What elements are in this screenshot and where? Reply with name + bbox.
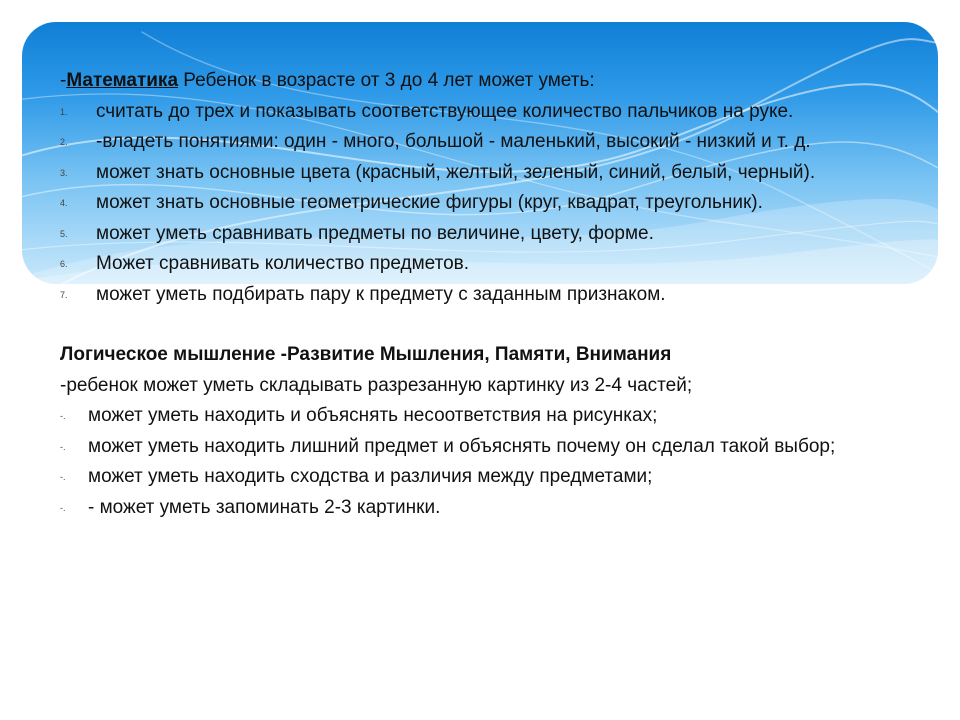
logic-heading: Логическое мышление -Развитие Мышления, Памяти, Внимания xyxy=(60,344,672,365)
list-item-text: может уметь сравнивать предметы по величине, цвету, форме. xyxy=(96,222,654,244)
list-marker: 2. xyxy=(60,137,68,147)
list-marker: 3. xyxy=(60,167,68,178)
math-intro: Ребенок в возрасте от 3 до 4 лет может уметь: xyxy=(178,70,595,91)
list-item-text: может уметь находить лишний предмет и объяснять почему он сделал такой выбор; xyxy=(88,435,836,457)
list-item-text: - может уметь запоминать 2-3 картинки. xyxy=(88,496,441,518)
list-marker: 6. xyxy=(60,259,68,269)
list-marker: 4. xyxy=(60,198,68,208)
list-item xyxy=(60,97,924,128)
list-item-text: -владеть понятиями: один - много, большой - маленький, высокий - низкий и т. д. xyxy=(96,131,811,152)
section-spacer xyxy=(60,310,924,340)
list-item-text: считать до трех и показывать соответствующее количество пальчиков на руке. xyxy=(96,100,794,122)
list-marker: 5. xyxy=(60,228,68,239)
math-skills-list xyxy=(60,97,924,311)
list-item xyxy=(60,127,924,158)
list-item xyxy=(60,401,924,432)
logic-skills-list xyxy=(60,401,924,523)
list-marker: -. xyxy=(60,411,66,421)
slide-text xyxy=(60,66,924,523)
logic-intro: -ребенок может уметь складывать разрезанную картинку из 2-4 частей; xyxy=(60,374,693,396)
list-item xyxy=(60,280,924,311)
list-marker: -. xyxy=(60,441,66,452)
math-title: Математика xyxy=(66,70,179,91)
math-dash: - xyxy=(60,70,67,91)
list-marker: -. xyxy=(60,472,66,482)
list-item-text: может знать основные цвета (красный, желтый, зеленый, синий, белый, черный). xyxy=(96,161,816,183)
list-item-text: может уметь находить сходства и различия между предметами; xyxy=(88,466,653,487)
list-item-text: Может сравнивать количество предметов. xyxy=(96,253,470,274)
list-item-text: может знать основные геометрические фигуры (круг, квадрат, треугольник). xyxy=(96,192,763,213)
list-marker: 7. xyxy=(60,289,68,300)
list-item xyxy=(60,432,924,463)
list-item xyxy=(60,188,924,219)
list-item xyxy=(60,493,924,524)
list-item xyxy=(60,462,924,493)
list-item xyxy=(60,219,924,250)
math-heading xyxy=(60,66,924,97)
list-marker: 1. xyxy=(60,106,68,117)
list-item xyxy=(60,249,924,280)
list-marker: -. xyxy=(60,502,66,513)
list-item xyxy=(60,158,924,189)
list-item-text: может уметь подбирать пару к предмету с заданным признаком. xyxy=(96,283,666,305)
list-item-text: может уметь находить и объяснять несоответствия на рисунках; xyxy=(88,405,658,426)
